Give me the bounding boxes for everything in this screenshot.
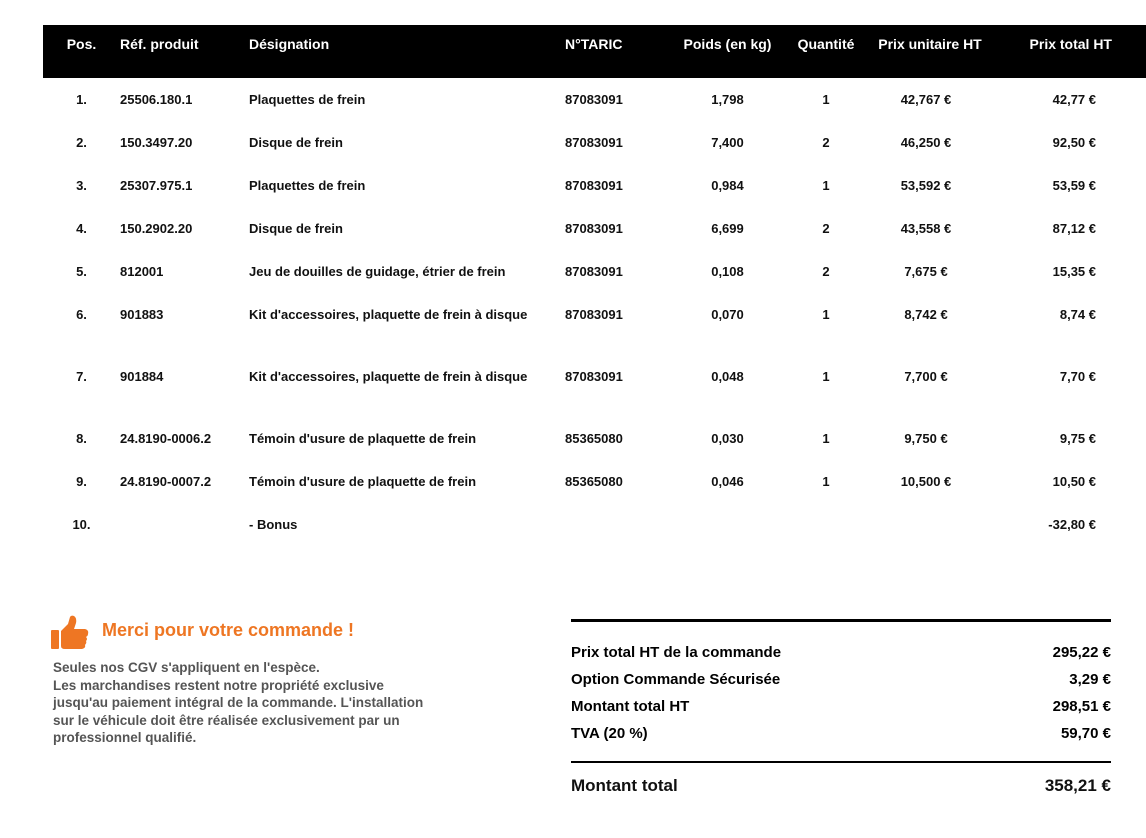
cell-ref: 24.8190-0007.2 <box>120 474 212 489</box>
cell-poids: 7,400 <box>711 135 744 150</box>
totals-value: 3,29 € <box>1069 671 1111 688</box>
totals-label: Option Commande Sécurisée <box>571 671 781 688</box>
totals-row <box>571 720 1111 747</box>
order-lines-table <box>43 25 1146 546</box>
cell-taric: 87083091 <box>565 307 623 322</box>
cell-pos: 3. <box>76 178 87 193</box>
thank-you-note <box>50 615 490 747</box>
header-designation: Désignation <box>249 36 330 52</box>
cell-taric: 85365080 <box>565 474 623 489</box>
cell-ref: 150.3497.20 <box>120 135 193 150</box>
cell-pos: 7. <box>76 369 87 384</box>
cell-pos: 4. <box>76 221 87 236</box>
cell-designation: Kit d'accessoires, plaquette de frein à disque <box>249 307 528 322</box>
cell-pos: 5. <box>76 264 87 279</box>
header-taric: N°TARIC <box>565 36 623 52</box>
cell-poids: 0,046 <box>711 474 744 489</box>
cell-taric: 87083091 <box>565 178 623 193</box>
table-row <box>43 121 1146 164</box>
table-row <box>43 417 1146 460</box>
cell-prix-unitaire: 9,750 € <box>904 431 948 446</box>
cell-quantite: 2 <box>822 135 830 150</box>
terms-text <box>53 659 490 747</box>
cell-taric: 87083091 <box>565 264 623 279</box>
cell-poids: 0,030 <box>711 431 744 446</box>
cell-taric <box>565 503 665 546</box>
cell-ref: 25307.975.1 <box>120 178 193 193</box>
cell-prix-unitaire <box>862 503 990 546</box>
thumbs-up-icon <box>50 615 90 651</box>
cell-prix-total: 53,59 € <box>1052 178 1096 193</box>
cell-ref: 901884 <box>120 369 164 384</box>
cell-prix-total: 15,35 € <box>1052 264 1096 279</box>
totals-row <box>571 666 1111 693</box>
thank-you-header <box>50 615 490 651</box>
totals-rows <box>571 622 1111 761</box>
cell-prix-total: 10,50 € <box>1052 474 1096 489</box>
cell-taric: 87083091 <box>565 135 623 150</box>
cell-quantite: 1 <box>822 474 830 489</box>
cell-taric: 85365080 <box>565 431 623 446</box>
cell-quantite: 1 <box>822 369 830 384</box>
cell-quantite: 1 <box>822 307 830 322</box>
totals-bottom-rule <box>571 761 1111 763</box>
cell-ref: 24.8190-0006.2 <box>120 431 212 446</box>
cell-designation: Disque de frein <box>249 135 343 150</box>
grand-total-row <box>571 776 1111 796</box>
cell-prix-unitaire: 53,592 € <box>900 178 952 193</box>
cell-ref: 901883 <box>120 307 164 322</box>
header-poids: Poids (en kg) <box>683 36 772 52</box>
cell-designation: Témoin d'usure de plaquette de frein <box>249 474 477 489</box>
cell-prix-total: -32,80 € <box>1048 517 1096 532</box>
table-row <box>43 355 1146 417</box>
cell-pos: 1. <box>76 92 87 107</box>
cell-taric: 87083091 <box>565 92 623 107</box>
cell-ref: 812001 <box>120 264 164 279</box>
cell-prix-unitaire: 46,250 € <box>900 135 952 150</box>
cell-designation: Jeu de douilles de guidage, étrier de frein <box>249 264 506 279</box>
cell-designation: Disque de frein <box>249 221 343 236</box>
cell-prix-unitaire: 8,742 € <box>904 307 948 322</box>
cell-prix-total: 8,74 € <box>1059 307 1096 322</box>
table-row-bonus <box>43 503 1146 546</box>
totals-value: 59,70 € <box>1060 725 1111 742</box>
cell-prix-total: 92,50 € <box>1052 135 1096 150</box>
cell-taric: 87083091 <box>565 369 623 384</box>
header-pos: Pos. <box>66 36 97 52</box>
cell-prix-unitaire: 7,675 € <box>904 264 948 279</box>
cell-ref <box>120 503 249 546</box>
totals-label: Prix total HT de la commande <box>571 644 782 661</box>
table-row <box>43 78 1146 121</box>
cell-quantite: 1 <box>822 431 830 446</box>
cell-prix-unitaire: 43,558 € <box>900 221 952 236</box>
totals-label: Montant total HT <box>571 698 690 715</box>
cell-ref: 25506.180.1 <box>120 92 193 107</box>
cell-designation: Plaquettes de frein <box>249 92 366 107</box>
cell-pos: 2. <box>76 135 87 150</box>
cell-poids: 0,984 <box>711 178 744 193</box>
terms-line: Seules nos CGV s'appliquent en l'espèce. <box>53 660 320 675</box>
cell-prix-unitaire: 10,500 € <box>900 474 952 489</box>
cell-poids: 1,798 <box>711 92 744 107</box>
cell-poids: 0,108 <box>711 264 744 279</box>
terms-line: sur le véhicule doit être réalisée exclusivement par un <box>53 712 400 728</box>
totals-value: 295,22 € <box>1052 644 1111 661</box>
cell-poids <box>665 503 790 546</box>
cell-ref: 150.2902.20 <box>120 221 193 236</box>
table-row <box>43 460 1146 503</box>
cell-designation: Kit d'accessoires, plaquette de frein à disque <box>249 369 528 384</box>
table-header-row <box>43 25 1146 78</box>
order-table-container <box>43 25 1146 546</box>
cell-pos: 9. <box>76 474 87 489</box>
cell-quantite <box>790 503 862 546</box>
cell-quantite: 1 <box>822 178 830 193</box>
cell-designation: Témoin d'usure de plaquette de frein <box>249 431 477 446</box>
cell-prix-unitaire: 42,767 € <box>900 92 952 107</box>
cell-poids: 0,048 <box>711 369 744 384</box>
thank-you-title: Merci pour votre commande ! <box>102 619 355 640</box>
header-quantite: Quantité <box>797 36 855 52</box>
terms-line: jusqu'au paiement intégral de la commande. L'installation <box>53 695 424 710</box>
cell-prix-total: 42,77 € <box>1052 92 1096 107</box>
cell-pos: 10. <box>72 517 91 532</box>
cell-pos: 8. <box>76 431 87 446</box>
totals-row <box>571 693 1111 720</box>
cell-poids: 0,070 <box>711 307 744 322</box>
cell-designation: - Bonus <box>249 517 298 532</box>
cell-pos: 6. <box>76 307 87 322</box>
totals-label: TVA (20 %) <box>571 725 648 742</box>
terms-line: professionnel qualifié. <box>53 730 197 745</box>
grand-total-label: Montant total <box>571 776 678 795</box>
cell-prix-total: 7,70 € <box>1059 369 1096 384</box>
cell-prix-total: 9,75 € <box>1059 431 1096 446</box>
cell-designation: Plaquettes de frein <box>249 178 366 193</box>
totals-row <box>571 639 1111 666</box>
header-ref: Réf. produit <box>120 36 199 52</box>
table-row <box>43 293 1146 355</box>
totals-block <box>571 619 1111 796</box>
cell-quantite: 2 <box>822 221 830 236</box>
cell-taric: 87083091 <box>565 221 623 236</box>
grand-total-value: 358,21 € <box>1044 776 1111 795</box>
cell-quantite: 1 <box>822 92 830 107</box>
table-row <box>43 207 1146 250</box>
cell-quantite: 2 <box>822 264 830 279</box>
table-row <box>43 250 1146 293</box>
cell-prix-total: 87,12 € <box>1052 221 1096 236</box>
cell-poids: 6,699 <box>711 221 744 236</box>
terms-line: Les marchandises restent notre propriété exclusive <box>53 677 384 693</box>
totals-value: 298,51 € <box>1052 698 1111 715</box>
header-prix-total: Prix total HT <box>1029 36 1112 52</box>
table-row <box>43 164 1146 207</box>
cell-prix-unitaire: 7,700 € <box>904 369 948 384</box>
header-prix-unitaire: Prix unitaire HT <box>878 36 982 52</box>
